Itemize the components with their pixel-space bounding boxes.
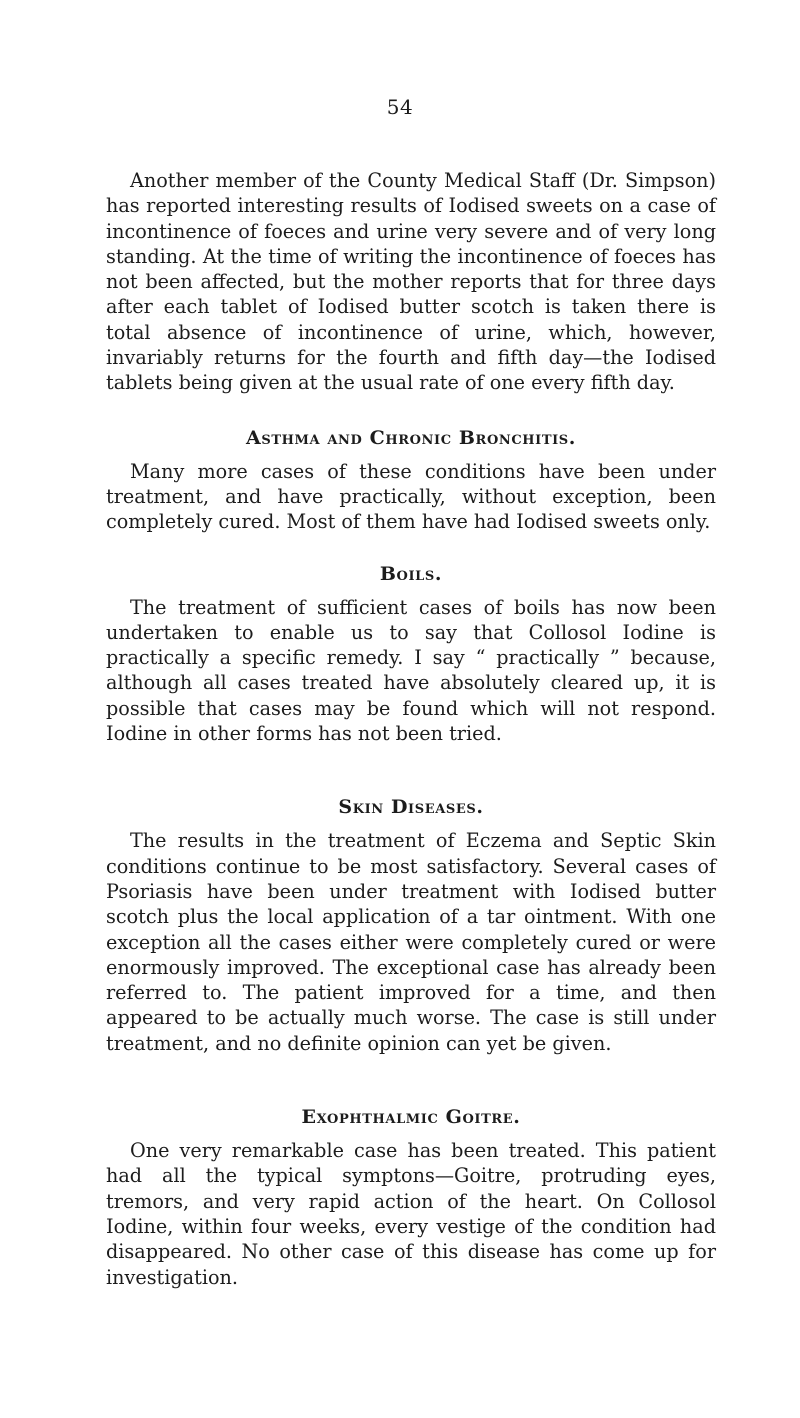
- heading-skin-diseases: Skin Diseases.: [338, 796, 484, 819]
- page-number: 54: [386, 95, 414, 119]
- goitre-paragraph: One very remarkable case has been treated. This patient had all the typical symptons—Goitre, protruding eyes, tremors, and very rapid action of the heart. On Collosol Iodine, within four weeks, every vestige of the condition had disappeared. No other case of this disease has come up for investigation.: [106, 1139, 716, 1289]
- heading-boils: Boils.: [379, 562, 443, 585]
- skin-paragraph: The results in the treatment of Eczema and Septic Skin conditions continue to be most satisfactory. Several cases of Psoriasis have been under treatment with Iodised butter scotch plus the local application of a tar ointment. With one exception all the cases either were completely cured or were enormously improved. The exceptional case has already been referred to. The patient improved for a time, and then appeared to be actually much worse. The case is still under treatment, and no definite opinion can yet be given.: [106, 829, 716, 1055]
- boils-paragraph: The treatment of sufficient cases of boils has now been undertaken to enable us to say that Collosol Iodine is practically a specific remedy. I say “ practically ” because, although all cases treated have absolutely cleared up, it is possible that cases may be found which will not respond. Iodine in other forms has not been tried.: [106, 595, 716, 746]
- heading-asthma-bronchitis: Asthma and Chronic Bronchitis.: [245, 426, 577, 449]
- heading-exophthalmic-goitre: Exophthalmic Goitre.: [301, 1106, 521, 1129]
- page-content: [106, 168, 716, 1290]
- asthma-paragraph: Many more cases of these conditions have been under treatment, and have practically, without exception, been completely cured. Most of them have had Iodised sweets only.: [106, 459, 716, 534]
- intro-paragraph: Another member of the County Medical Staff (Dr. Simpson) has reported interesting results of Iodised sweets on a case of incontinence of foeces and urine very severe and of very long standing. At the time of writing the incontinence of foeces has not been affected, but the mother reports that for three days after each tablet of Iodised butter scotch is taken there is total absence of incontinence of urine, which, however, invariably returns for the fourth and fifth day—the Iodised tablets being given at the usual rate of one every fifth day.: [106, 169, 716, 395]
